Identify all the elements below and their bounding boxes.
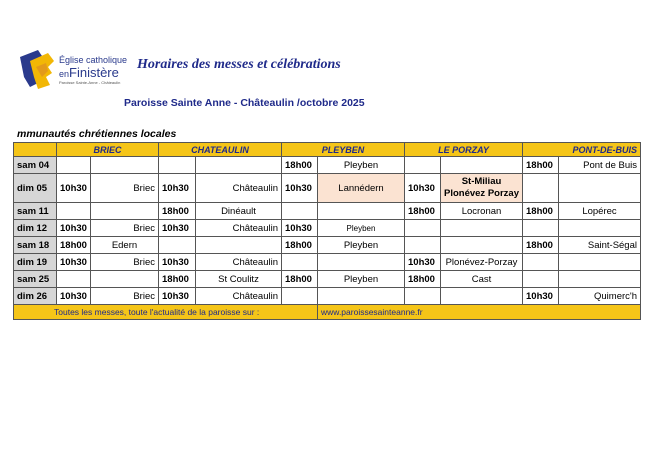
day-cell: sam 18 [14,237,57,254]
place-cell [441,220,523,237]
time-cell: 18h00 [159,271,196,288]
place-cell: Plonévez-Porzay [441,254,523,271]
footer-url[interactable]: www.paroissesainteanne.fr [318,305,641,320]
time-cell: 18h00 [523,157,559,174]
place-cell [91,203,159,220]
time-cell [523,220,559,237]
time-cell: 18h00 [405,203,441,220]
time-cell [57,203,91,220]
place-cell [559,271,641,288]
porzay-line1: St-Miliau [461,176,502,187]
place-cell: Briec [91,254,159,271]
time-cell [405,288,441,305]
place-cell: Châteaulin [196,288,282,305]
logo-line2 [59,66,127,79]
place-cell [91,271,159,288]
time-cell: 18h00 [282,271,318,288]
place-cell: Edern [91,237,159,254]
place-cell [318,288,405,305]
place-cell: Briec [91,174,159,203]
day-cell: sam 11 [14,203,57,220]
table-row [14,271,641,288]
header-pleyben: PLEYBEN [282,143,405,157]
logo-line3: Paroisse Sainte-Anne - Châteaulin [59,80,121,85]
day-cell: dim 19 [14,254,57,271]
time-cell: 10h30 [159,220,196,237]
table-row [14,254,641,271]
place-cell [441,237,523,254]
place-cell: Pleyben [318,237,405,254]
time-cell: 18h00 [282,157,318,174]
time-cell: 10h30 [57,220,91,237]
place-cell: Briec [91,220,159,237]
time-cell [405,220,441,237]
place-cell: Pleyben [318,220,405,237]
place-cell: Saint-Ségal [559,237,641,254]
place-cell [441,288,523,305]
day-cell: dim 05 [14,174,57,203]
time-cell [282,254,318,271]
section-heading: mmunautés chrétiennes locales [17,128,177,140]
page-subtitle: Paroisse Sainte Anne - Châteaulin /octobre 2025 [124,97,365,109]
day-cell: dim 26 [14,288,57,305]
time-cell [523,254,559,271]
time-cell [57,271,91,288]
place-cell: Pleyben [318,157,405,174]
place-cell [441,174,523,203]
time-cell: 10h30 [523,288,559,305]
time-cell [159,237,196,254]
time-cell [282,288,318,305]
place-cell [196,237,282,254]
table-row [14,288,641,305]
table-row [14,237,641,254]
time-cell [405,157,441,174]
place-cell [559,220,641,237]
place-cell: Pleyben [318,271,405,288]
time-cell: 10h30 [57,288,91,305]
table-row [14,203,641,220]
table-row [14,174,641,203]
page-title: Horaires des messes et célébrations [137,57,341,72]
place-cell: Briec [91,288,159,305]
header-chateaulin: CHATEAULIN [159,143,282,157]
time-cell: 10h30 [405,174,441,203]
place-cell [318,254,405,271]
header-le-porzay: LE PORZAY [405,143,523,157]
time-cell: 10h30 [159,288,196,305]
place-cell: Lopérec [559,203,641,220]
time-cell: 10h30 [57,174,91,203]
table-row [14,220,641,237]
time-cell: 18h00 [523,237,559,254]
place-cell: St Coulitz [196,271,282,288]
time-cell: 10h30 [57,254,91,271]
time-cell: 10h30 [282,220,318,237]
time-cell [159,157,196,174]
time-cell: 10h30 [159,254,196,271]
place-cell [196,157,282,174]
place-cell [318,203,405,220]
logo-text [59,56,127,85]
place-cell: Châteaulin [196,220,282,237]
place-cell: Quimerc'h [559,288,641,305]
time-cell: 10h30 [282,174,318,203]
schedule-table [13,142,641,320]
time-cell: 10h30 [405,254,441,271]
place-cell: Dinéault [196,203,282,220]
time-cell [523,271,559,288]
footer-text: Toutes les messes, toute l'actualité de la paroisse sur : [14,305,318,320]
table-header-row [14,143,641,157]
time-cell: 18h00 [57,237,91,254]
porzay-line2: Plonévez Porzay [444,188,519,199]
footer-row [14,305,641,320]
place-cell [91,157,159,174]
day-cell: dim 12 [14,220,57,237]
time-cell [282,203,318,220]
place-cell: Pont de Buis [559,157,641,174]
header-pont-de-buis: PONT-DE-BUIS [523,143,641,157]
time-cell [405,237,441,254]
day-cell: sam 25 [14,271,57,288]
time-cell: 18h00 [523,203,559,220]
place-cell [559,174,641,203]
place-cell: Cast [441,271,523,288]
time-cell: 18h00 [159,203,196,220]
logo-line1: Église catholique [59,55,128,65]
place-cell: Châteaulin [196,174,282,203]
logo-line2b: Finistère [69,65,119,80]
place-cell [441,157,523,174]
place-cell [559,254,641,271]
time-cell: 10h30 [159,174,196,203]
time-cell [57,157,91,174]
time-cell: 18h00 [282,237,318,254]
logo-line2a: en [59,69,70,79]
place-cell: Locronan [441,203,523,220]
header-briec: BRIEC [57,143,159,157]
place-cell: Châteaulin [196,254,282,271]
time-cell [523,174,559,203]
table-row [14,157,641,174]
day-cell: sam 04 [14,157,57,174]
header-corner [14,143,57,157]
time-cell: 18h00 [405,271,441,288]
place-cell: Lannédern [318,174,405,203]
